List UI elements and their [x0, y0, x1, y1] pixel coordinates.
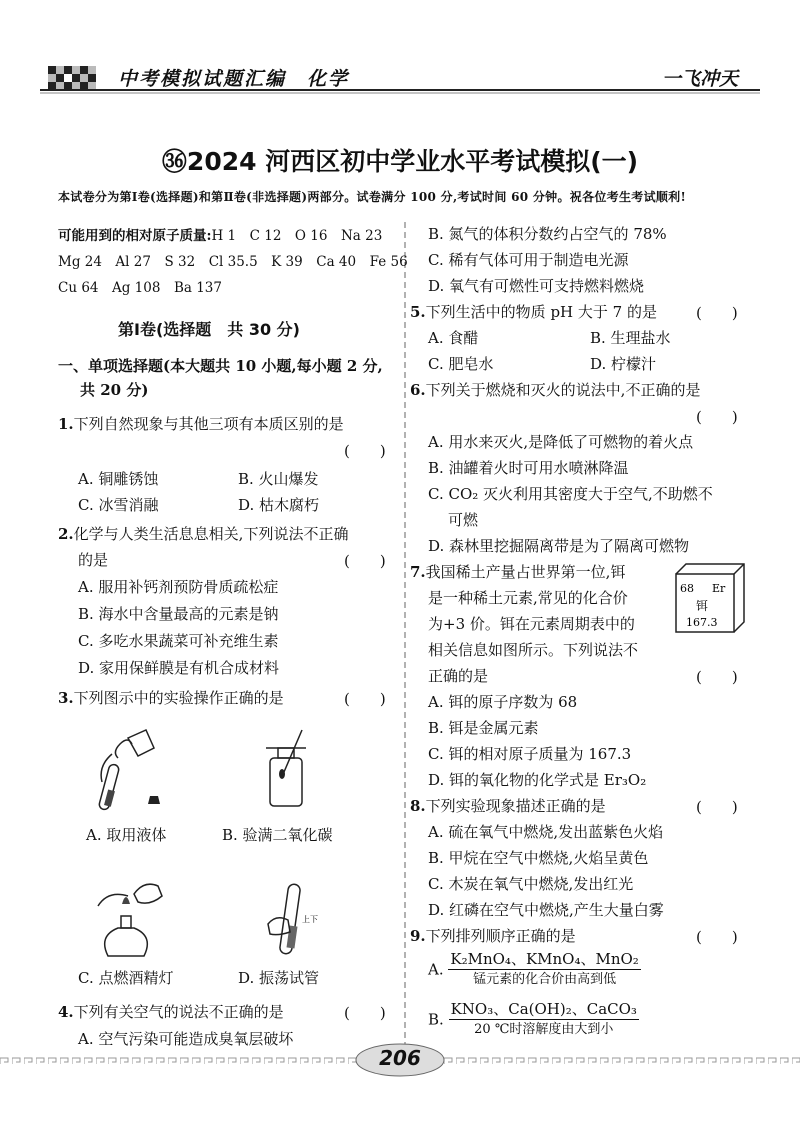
figure-shake-tube: [258, 876, 328, 966]
q1-option-a: A. 铜雕锈蚀: [78, 470, 159, 488]
q9-option-a: [428, 950, 641, 989]
q6-option-a: A. 用水来灭火,是降低了可燃物的着火点: [428, 433, 694, 451]
q7-stem-4: 相关信息如图所示。下列说法不: [428, 641, 639, 659]
q4-option-a: A. 空气污染可能造成臭氧层破坏: [78, 1030, 294, 1048]
q4-answer-blank[interactable]: ( ): [344, 1004, 386, 1022]
q1-stem-row: [58, 414, 344, 434]
tube-label: 上下: [302, 915, 318, 924]
q6-number: 6.: [410, 381, 426, 399]
q7-option-a: A. 铒的原子序数为 68: [428, 693, 578, 711]
atomic-mass-line-2: Mg 24 Al 27 S 32 Cl 35.5 K 39 Ca 40 Fe 56: [58, 254, 408, 270]
q7-stem-5: 正确的是: [428, 667, 489, 685]
exam-title: ㊱2024 河西区初中学业水平考试模拟(一): [161, 147, 639, 176]
q8-stem-row: [410, 796, 606, 816]
q8-number: 8.: [410, 797, 426, 815]
q7-option-c: C. 铒的相对原子质量为 167.3: [428, 745, 632, 763]
q3-answer-blank[interactable]: ( ): [344, 690, 386, 708]
exam-intro: 本试卷分为第Ⅰ卷(选择题)和第Ⅱ卷(非选择题)两部分。试卷满分 100 分,考试时间 60 分钟。祝各位考生考试顺利!: [58, 190, 687, 204]
header-checker-pattern: [48, 66, 96, 90]
q7-stem-row: [410, 562, 625, 582]
q9-stem-row: [410, 926, 576, 946]
figure-co2-bottle: [258, 726, 328, 816]
q4-stem: 下列有关空气的说法不正确的是: [73, 1003, 284, 1021]
q8-option-d: D. 红磷在空气中燃烧,产生大量白雾: [428, 901, 664, 919]
q4-option-c: C. 稀有气体可用于制造电光源: [428, 251, 629, 269]
q8-answer-blank[interactable]: ( ): [696, 798, 738, 816]
q7-stem-2: 是一种稀土元素,常见的化合价: [428, 589, 628, 607]
element-symbol: Er: [712, 582, 726, 595]
q2-stem-2: 的是: [78, 551, 109, 569]
q3-stem-row: [58, 688, 284, 708]
q5-number: 5.: [410, 303, 426, 321]
q9-option-b-criterion: 20 ℃时溶解度由大到小: [474, 1022, 614, 1037]
column-divider: [404, 222, 408, 1052]
q2-number: 2.: [58, 525, 74, 543]
q9-number: 9.: [410, 927, 426, 945]
q9-option-b: [428, 1000, 639, 1039]
q3-option-a: A. 取用液体: [86, 826, 167, 844]
q2-option-c: C. 多吃水果蔬菜可补充维生素: [78, 632, 279, 650]
q9-stem: 下列排列顺序正确的是: [425, 927, 576, 945]
atomic-mass-line-1: [58, 226, 382, 246]
element-atomic-number: 68: [680, 582, 694, 595]
q5-stem-row: [410, 302, 657, 322]
q2-answer-blank[interactable]: ( ): [344, 552, 386, 570]
q6-option-b: B. 油罐着火时可用水喷淋降温: [428, 459, 629, 477]
q9-option-a-fraction: [448, 950, 640, 989]
q7-option-d: D. 铒的氧化物的化学式是 Er₃O₂: [428, 771, 647, 789]
element-name: 铒: [696, 599, 709, 613]
q6-option-d: D. 森林里挖掘隔离带是为了隔离可燃物: [428, 537, 690, 555]
q8-option-c: C. 木炭在氧气中燃烧,发出红光: [428, 875, 634, 893]
q9-option-a-criterion: 锰元素的化合价由高到低: [473, 972, 617, 987]
header-brand: 一飞冲天: [662, 68, 739, 90]
q2-stem-row: [58, 524, 348, 544]
q1-stem: 下列自然现象与其他三项有本质区别的是: [73, 415, 344, 433]
q2-option-b: B. 海水中含量最高的元素是钠: [78, 605, 279, 623]
q1-answer-blank[interactable]: ( ): [344, 442, 386, 460]
q5-option-c: C. 肥皂水: [428, 355, 494, 373]
q5-option-b: B. 生理盐水: [590, 329, 671, 347]
q7-stem-3: 为+3 价。铒在元素周期表中的: [428, 615, 635, 633]
atomic-mass-line-3: Cu 64 Ag 108 Ba 137: [58, 280, 222, 296]
q9-answer-blank[interactable]: ( ): [696, 928, 738, 946]
q9-option-a-formulas: K₂MnO₄、KMnO₄、MnO₂: [450, 950, 639, 968]
q8-stem: 下列实验现象描述正确的是: [425, 797, 606, 815]
header-rule: [40, 88, 760, 94]
q8-option-b: B. 甲烷在空气中燃烧,火焰呈黄色: [428, 849, 649, 867]
q3-option-c: C. 点燃酒精灯: [78, 969, 174, 987]
q7-answer-blank[interactable]: ( ): [696, 668, 738, 686]
q4-option-d: D. 氧气有可燃性可支持燃料燃烧: [428, 277, 645, 295]
q7-option-b: B. 铒是金属元素: [428, 719, 539, 737]
q1-option-d: D. 枯木腐朽: [238, 496, 320, 514]
q6-stem: 下列关于燃烧和灭火的说法中,不正确的是: [425, 381, 701, 399]
q7-number: 7.: [410, 563, 426, 581]
q5-stem: 下列生活中的物质 pH 大于 7 的是: [425, 303, 657, 321]
q5-answer-blank[interactable]: ( ): [696, 304, 738, 322]
q6-answer-blank[interactable]: ( ): [696, 408, 738, 426]
q6-stem-row: [410, 380, 700, 400]
q7-stem-1: 我国稀土产量占世界第一位,铒: [425, 563, 626, 581]
q6-option-c-line-2: 可燃: [448, 511, 479, 529]
q1-option-c: C. 冰雪消融: [78, 496, 159, 514]
q9-option-b-formulas: KNO₃、Ca(OH)₂、CaCO₃: [450, 1000, 637, 1018]
q8-option-a: A. 硫在氧气中燃烧,发出蓝紫色火焰: [428, 823, 664, 841]
element-mass: 167.3: [686, 616, 718, 629]
atomic-mass-values-1: H 1 C 12 O 16 Na 23: [211, 228, 383, 244]
atomic-mass-label: 可能用到的相对原子质量:: [58, 228, 212, 244]
q5-option-d: D. 柠檬汁: [590, 355, 657, 373]
figure-pour-liquid: [88, 726, 178, 816]
q3-option-b: B. 验满二氧化碳: [222, 826, 333, 844]
header-series-title: 中考模拟试题汇编 化学: [118, 68, 350, 90]
q4-stem-row: [58, 1002, 284, 1022]
page-number: 206: [379, 1046, 421, 1070]
q3-option-d: D. 振荡试管: [238, 969, 320, 987]
figure-alcohol-lamp: [88, 876, 178, 966]
q1-number: 1.: [58, 415, 74, 433]
q3-number: 3.: [58, 689, 74, 707]
q6-option-c-line-1: C. CO₂ 灭火利用其密度大于空气,不助燃不: [428, 485, 713, 503]
part1-heading-line-2: 共 20 分): [80, 381, 149, 399]
q3-stem: 下列图示中的实验操作正确的是: [73, 689, 284, 707]
q5-option-a: A. 食醋: [428, 329, 479, 347]
q9-option-a-label: A.: [428, 960, 444, 979]
element-cell-erbium: [672, 560, 748, 636]
q4-option-b: B. 氮气的体积分数约占空气的 78%: [428, 225, 667, 243]
q9-option-b-label: B.: [428, 1010, 444, 1029]
q2-stem-1: 化学与人类生活息息相关,下列说法不正确: [73, 525, 349, 543]
q2-option-d: D. 家用保鲜膜是有机合成材料: [78, 659, 280, 677]
q4-number: 4.: [58, 1003, 74, 1021]
q2-option-a: A. 服用补钙剂预防骨质疏松症: [78, 578, 279, 596]
section-title: 第Ⅰ卷(选择题 共 30 分): [118, 320, 300, 339]
q9-option-b-fraction: [449, 1000, 639, 1039]
q1-option-b: B. 火山爆发: [238, 470, 319, 488]
part1-heading-line-1: 一、单项选择题(本大题共 10 小题,每小题 2 分,: [58, 357, 383, 375]
